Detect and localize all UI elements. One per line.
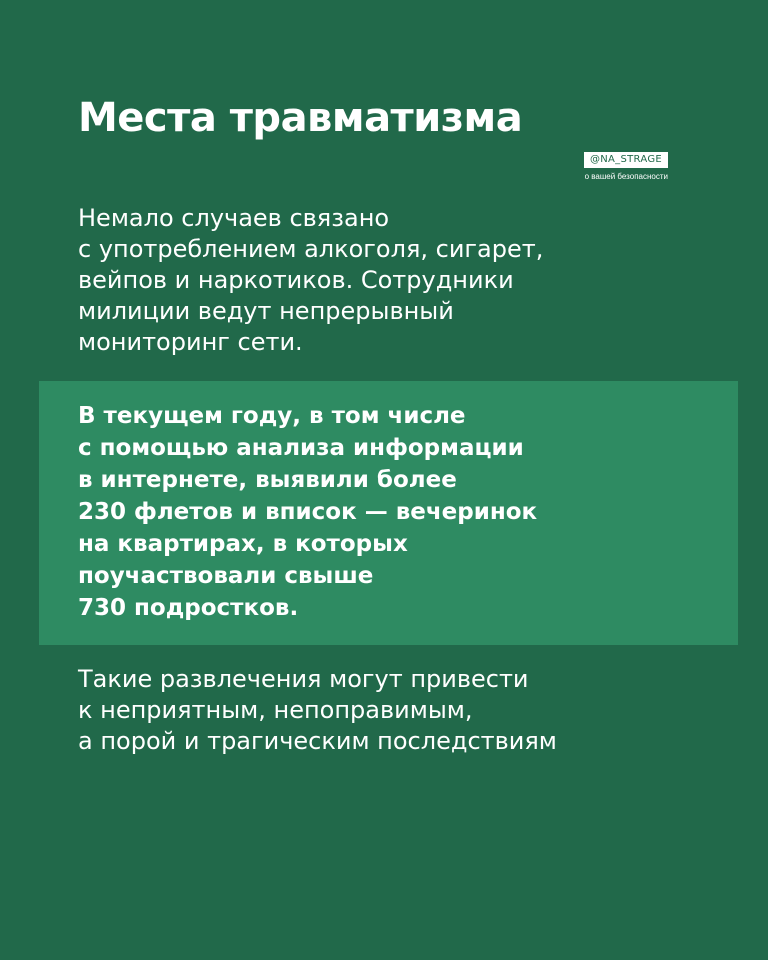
brand-handle-badge: @NA_STRAGE (584, 152, 668, 168)
brand-tagline: о вашей безопасности (584, 172, 668, 181)
highlight-paragraph: В текущем году, в том числе с помощью анализа информации в интернете, выявили более 230 флетов и вписок — вечеринок на квартирах, в которых поучаствовали свыше 730 подростков. (78, 403, 538, 621)
highlight-box (39, 381, 738, 645)
outro-paragraph: Такие развлечения могут привести к неприятным, непоправимым, а порой и трагическим последствиям (78, 665, 557, 755)
intro-paragraph: Немало случаев связано с употреблением алкоголя, сигарет, вейпов и наркотиков. Сотрудники милиции ведут непрерывный мониторинг сети. (78, 204, 544, 356)
brand-logo (584, 152, 668, 183)
page-title: Места травматизма (78, 95, 523, 141)
